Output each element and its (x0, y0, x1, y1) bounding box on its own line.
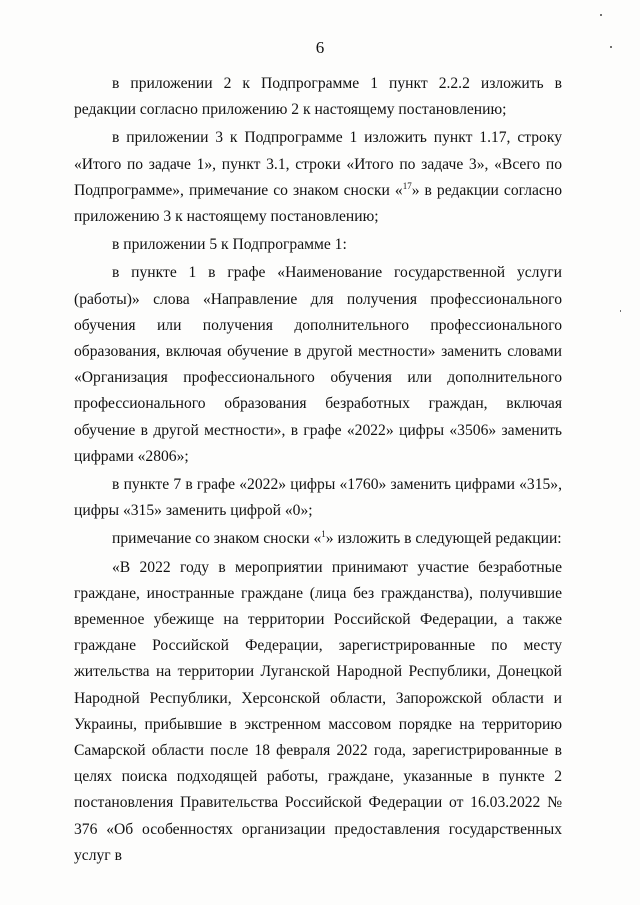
paragraph-footnote-note (74, 526, 562, 552)
paragraph-footnote-note-tail: » изложить в следующей редакции: (325, 530, 562, 548)
footnote-mark-17: 17 (402, 180, 412, 191)
paragraph-appendix-3 (74, 125, 562, 230)
paragraph-quoted-note: «В 2022 году в мероприятии принимают участие безработные граждане, иностранные граждане (лица без гражданства), получившие временное убежище на территории Российской Федерации, а также граждане Российской Федерации, зарегистрированные по месту жительства на территории Луганской Народной Республики, Донецкой Народной Республики, Херсонской области, Запорожской области и Украины, прибывшие в экстренном массовом порядке на территорию Самарской области после 18 февраля 2022 года, зарегистрированные в целях поиска подходящей работы, граждане, указанные в пункте 2 постановления Правительства Российской Федерации от 16.03.2022 № 376 «Об особенностях организации предоставления государственных услуг в (74, 558, 562, 864)
paragraph-footnote-note-text: примечание со знаком сноски « (112, 530, 322, 548)
paragraph-appendix-3-text: в приложении 3 к Подпрограмме 1 изложить пункт 1.17, строку «Итого по задаче 1», пункт 3.1, строки «Итого по задаче 3», «Всего по Подпрограмме», примечание со знаком сноски « (74, 129, 562, 199)
page-number: 6 (315, 38, 325, 57)
footnote-mark-1: 1 (321, 529, 326, 540)
paragraph-appendix-5-intro: в приложении 5 к Подпрограмме 1: (112, 236, 347, 254)
document-body (74, 71, 562, 869)
paragraph-point-7: в пункте 7 в графе «2022» цифры «1760» заменить цифрами «315», цифры «315» заменить цифрой «0»; (74, 476, 562, 520)
scan-speck (620, 310, 621, 312)
paragraph-appendix-2: в приложении 2 к Подпрограмме 1 пункт 2.2.2 изложить в редакции согласно приложению 2 к настоящему постановлению; (74, 75, 562, 119)
paragraph-appendix-3-tail: » в редакции согласно приложению 3 к настоящему постановлению; (74, 181, 562, 226)
scan-speck (610, 46, 612, 48)
scan-speck (600, 14, 602, 16)
paragraph-point-1: в пункте 1 в графе «Наименование государственной услуги (работы)» слова «Направление для получения профессионального обучения или получения дополнительного профессионального образования, включая обучение в другой местности» заменить словами «Организация профессионального обучения или дополнительного профессионального образования безработных граждан, включая обучение в другой местности», в графе «2022» цифры «3506» заменить цифрами «2806»; (74, 264, 562, 465)
